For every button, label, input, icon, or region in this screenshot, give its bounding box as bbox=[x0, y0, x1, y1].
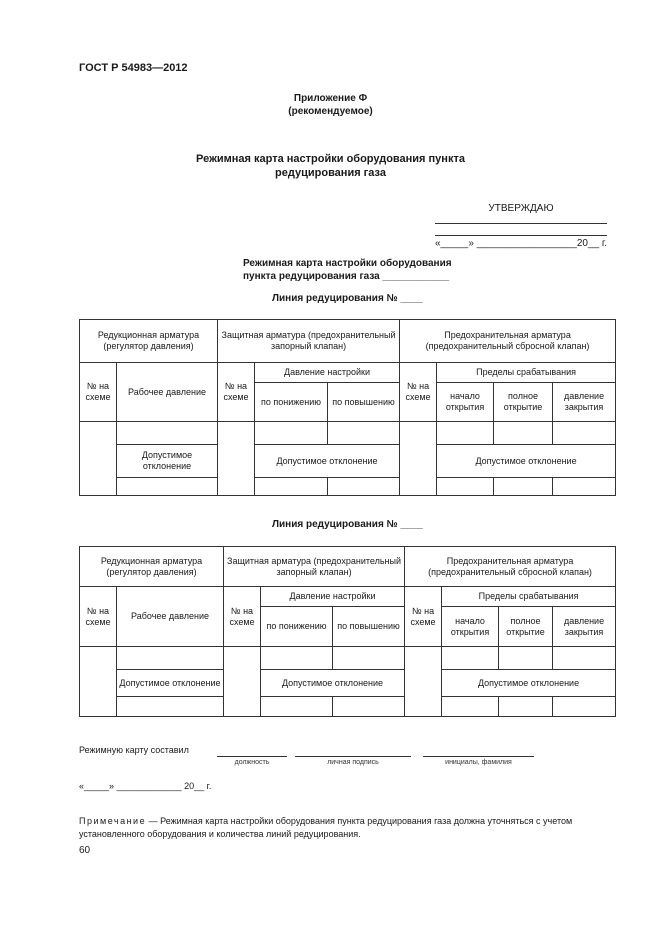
table-cell bbox=[328, 422, 400, 445]
scheme-no-header: № на схеме bbox=[218, 363, 255, 422]
table-cell bbox=[442, 697, 499, 717]
protective-fittings-header: Защитная арматура (предохранительный запорный клапан) bbox=[224, 547, 405, 587]
safety-fittings-header: Предохранительная арматура (предохранительный сбросной клапан) bbox=[405, 547, 616, 587]
closing-pressure-header: давление закрытия bbox=[553, 607, 616, 647]
setting-pressure-header: Давление настройки bbox=[261, 587, 405, 607]
table-cell bbox=[437, 422, 494, 445]
card-subtitle-line1: Режимная карта настройки оборудования bbox=[243, 258, 452, 269]
line-2-title: Линия редуцирования № ____ bbox=[272, 519, 423, 530]
table-cell bbox=[494, 478, 553, 496]
table-cell bbox=[80, 422, 117, 496]
table-cell bbox=[400, 422, 437, 496]
reducing-fittings-header: Редукционная арматура (регулятор давления) bbox=[80, 547, 224, 587]
on-increase-header: по повышению bbox=[333, 607, 405, 647]
on-increase-header: по повышению bbox=[328, 383, 400, 422]
closing-pressure-header: давление закрытия bbox=[553, 383, 616, 422]
signature-caption: личная подпись bbox=[327, 759, 379, 766]
on-decrease-header: по понижению bbox=[255, 383, 328, 422]
table-cell bbox=[499, 647, 553, 670]
table-cell bbox=[80, 647, 117, 717]
table-cell bbox=[499, 697, 553, 717]
reducing-fittings-header: Редукционная арматура (регулятор давления) bbox=[80, 320, 218, 363]
allowed-deviation-label: Допустимое отклонение bbox=[261, 670, 405, 697]
scheme-no-header: № на схеме bbox=[405, 587, 442, 647]
table-cell bbox=[117, 647, 224, 670]
line-1-title: Линия редуцирования № ____ bbox=[272, 293, 423, 304]
allowed-deviation-label: Допустимое отклонение bbox=[437, 445, 616, 478]
page-number: 60 bbox=[79, 845, 91, 856]
line-1-table bbox=[79, 319, 616, 496]
trigger-limits-header: Пределы срабатывания bbox=[437, 363, 616, 383]
allowed-deviation-label: Допустимое отклонение bbox=[255, 445, 400, 478]
table-cell bbox=[261, 697, 333, 717]
note bbox=[79, 815, 615, 841]
on-decrease-header: по понижению bbox=[261, 607, 333, 647]
protective-fittings-header: Защитная арматура (предохранительный запорный клапан) bbox=[218, 320, 400, 363]
working-pressure-header: Рабочее давление bbox=[117, 587, 224, 647]
table-cell bbox=[255, 478, 328, 496]
standard-header: ГОСТ Р 54983—2012 bbox=[79, 62, 188, 74]
table-cell bbox=[494, 422, 553, 445]
table-cell bbox=[218, 422, 255, 496]
scheme-no-header: № на схеме bbox=[400, 363, 437, 422]
opening-start-header: начало открытия bbox=[442, 607, 499, 647]
table-cell bbox=[117, 697, 224, 717]
table-cell bbox=[117, 422, 218, 445]
table-cell bbox=[328, 478, 400, 496]
table-cell bbox=[333, 647, 405, 670]
opening-start-header: начало открытия bbox=[437, 383, 494, 422]
name-caption: инициалы, фамилия bbox=[445, 759, 512, 766]
table-cell bbox=[553, 697, 616, 717]
table-cell bbox=[442, 647, 499, 670]
table-cell bbox=[255, 422, 328, 445]
scheme-no-header: № на схеме bbox=[80, 363, 117, 422]
table-cell bbox=[261, 647, 333, 670]
compiled-by-label: Режимную карту составил bbox=[79, 745, 189, 755]
allowed-deviation-label: Допустимое отклонение bbox=[117, 670, 224, 697]
signature-line bbox=[295, 756, 411, 757]
working-pressure-header: Рабочее давление bbox=[117, 363, 218, 422]
table-cell bbox=[437, 478, 494, 496]
line-2-table bbox=[79, 546, 616, 717]
table-cell bbox=[333, 697, 405, 717]
allowed-deviation-label: Допустимое отклонение bbox=[442, 670, 616, 697]
allowed-deviation-label: Допустимое отклонение bbox=[117, 445, 218, 478]
name-line bbox=[423, 756, 534, 757]
trigger-limits-header: Пределы срабатывания bbox=[442, 587, 616, 607]
compiled-date: «_____» _____________ 20__ г. bbox=[79, 781, 212, 791]
scheme-no-header: № на схеме bbox=[80, 587, 117, 647]
note-text: — Режимная карта настройки оборудования пункта редуцирования газа должна уточняться с учетом установленного оборудования и количества линий редуцирования. bbox=[79, 816, 573, 839]
appendix-status: (рекомендуемое) bbox=[288, 106, 373, 117]
table-cell bbox=[224, 647, 261, 717]
table-cell bbox=[553, 647, 616, 670]
full-opening-header: полное открытие bbox=[499, 607, 553, 647]
approval-name-line bbox=[435, 235, 607, 236]
card-subtitle-line2: пункта редуцирования газа ____________ bbox=[243, 271, 450, 282]
table-cell bbox=[553, 478, 616, 496]
appendix-heading bbox=[0, 92, 661, 118]
document-title bbox=[0, 152, 661, 180]
scheme-no-header: № на схеме bbox=[224, 587, 261, 647]
document-title-line2: редуцирования газа bbox=[275, 167, 386, 179]
appendix-title: Приложение Ф bbox=[293, 93, 368, 104]
setting-pressure-header: Давление настройки bbox=[255, 363, 400, 383]
card-subtitle bbox=[243, 257, 452, 283]
table-cell bbox=[405, 647, 442, 717]
approval-signature-line bbox=[435, 223, 607, 224]
document-title-line1: Режимная карта настройки оборудования пункта bbox=[196, 153, 465, 165]
position-line bbox=[217, 756, 287, 757]
approval-date: «_____» __________________20__ г. bbox=[435, 238, 608, 249]
safety-fittings-header: Предохранительная арматура (предохранительный сбросной клапан) bbox=[400, 320, 616, 363]
table-cell bbox=[553, 422, 616, 445]
table-cell bbox=[117, 478, 218, 496]
position-caption: должность bbox=[234, 759, 270, 766]
approval-label: УТВЕРЖДАЮ bbox=[488, 203, 554, 214]
note-label: Примечание bbox=[79, 816, 147, 826]
full-opening-header: полное открытие bbox=[494, 383, 553, 422]
